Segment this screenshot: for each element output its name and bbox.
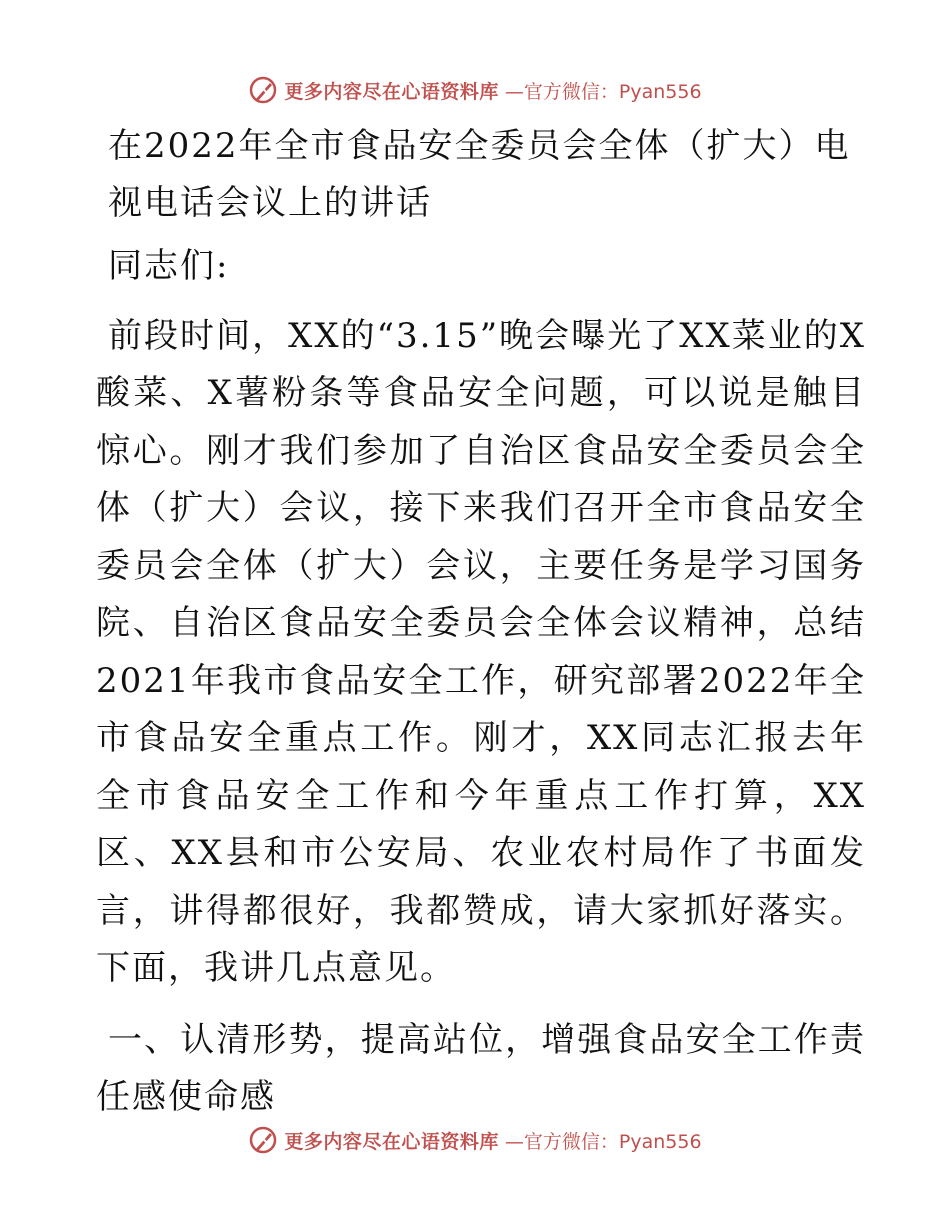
watermark-sub-text: —官方微信：Pyan556 [504,1130,702,1153]
greeting: 同志们: [108,246,230,286]
paragraph-1: 前段时间，XX的“3.15”晚会曝光了XX菜业的X酸菜、X薯粉条等食品安全问题，可以说是触目惊心。刚才我们参加了自治区食品安全委员会全体（扩大）会议，接下来我们召开全市食品安全委员会全体（扩大）会议，主要任务是学习国务院、自治区食品安全委员会全体会议精神，总结2021年我市食品安全工作，研究部署2022年全市食品安全重点工作。刚才，XX同志汇报去年全市食品安全工作和今年重点工作打算，XX区、XX县和市公安局、农业农村局作了书面发言，讲得都很好，我都赞成，请大家抓好落实。下面，我讲几点意见。 [96,315,866,988]
quill-pen-logo-icon [248,75,278,105]
watermark-banner-bottom [0,1120,950,1160]
watermark-main-text: 更多内容尽在心语资料库 [284,1130,499,1153]
watermark-main-text: 更多内容尽在心语资料库 [284,80,499,103]
document-body [96,118,866,1127]
section-heading-1: 一、认清形势，提高站位，增强食品安全工作责任感使命感 [96,1019,866,1117]
document-title: 在2022年全市食品安全委员会全体（扩大）电视电话会议上的讲话 [108,126,851,223]
quill-pen-logo-icon [248,1125,278,1155]
watermark-banner-top [0,70,950,110]
watermark-sub-text: —官方微信：Pyan556 [504,80,702,103]
